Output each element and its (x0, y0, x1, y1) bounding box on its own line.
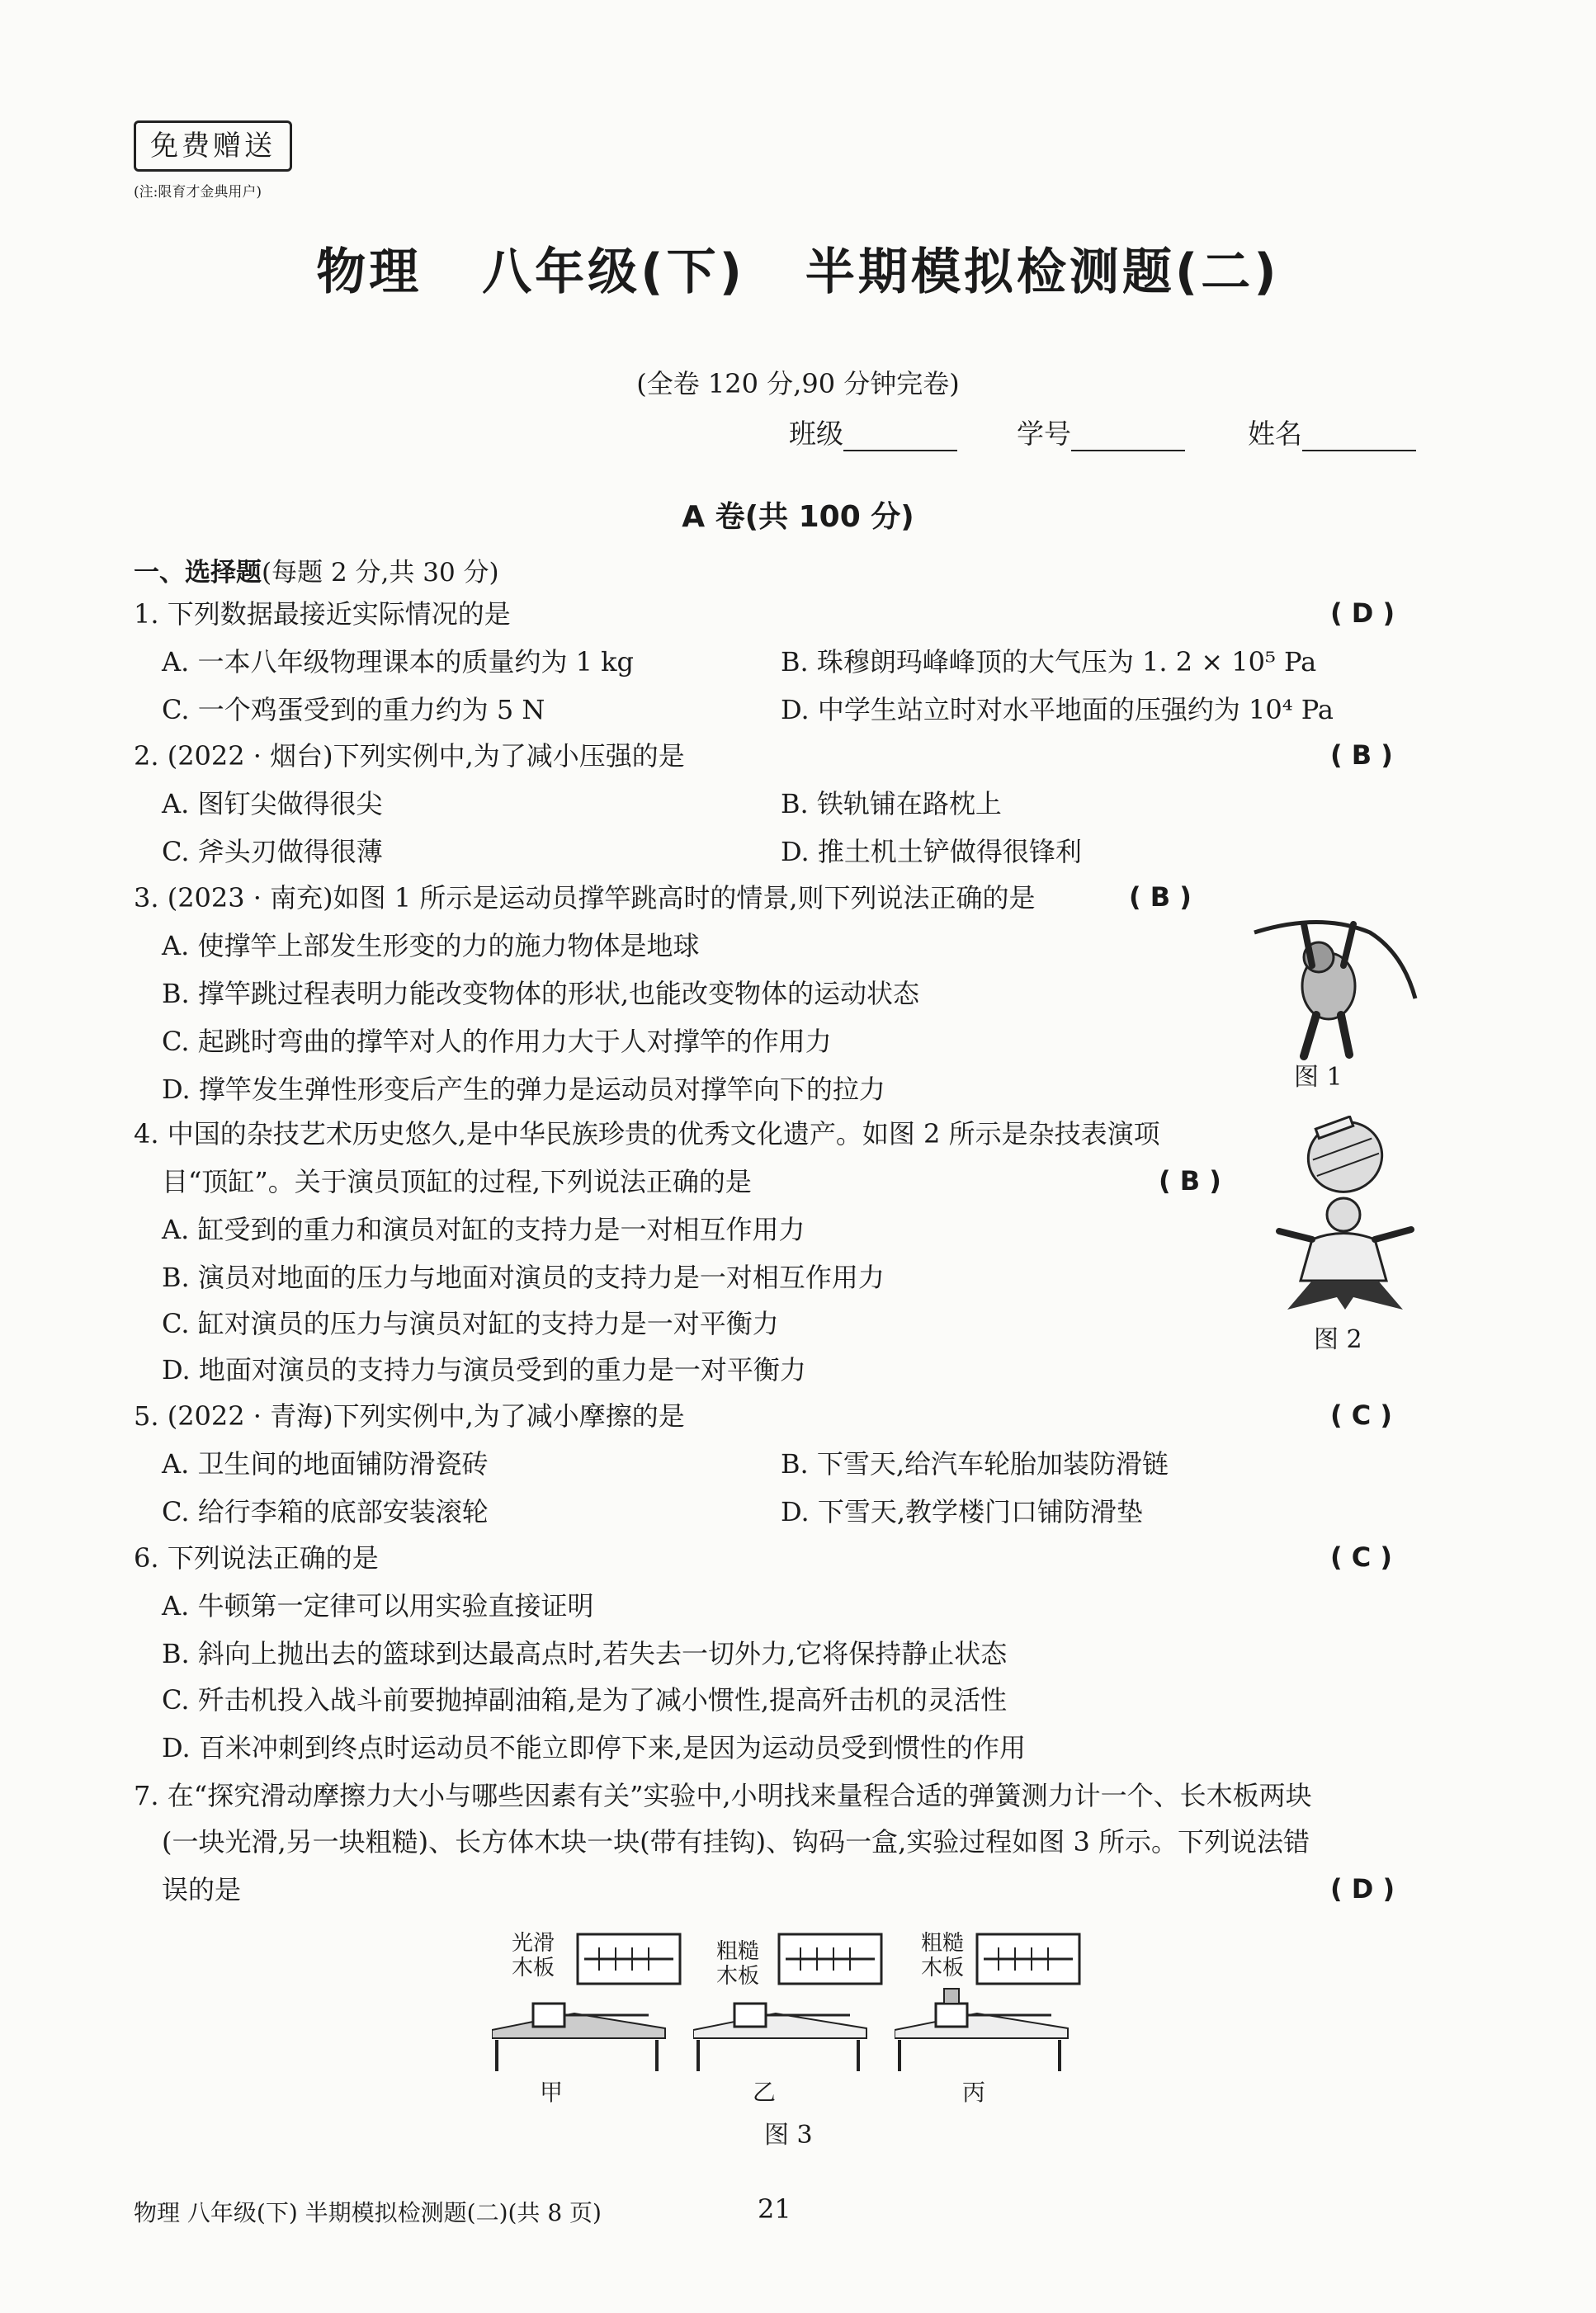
q1-stem: 1. 下列数据最接近实际情况的是 (134, 598, 511, 630)
q3-option-b: B. 撑竿跳过程表明力能改变物体的形状,也能改变物体的运动状态 (162, 978, 920, 1009)
panel-3-label-bottom: 木板 (921, 1956, 965, 1980)
q2-option-c: C. 斧头刃做得很薄 (162, 836, 383, 867)
student-id-label: 学号 (1017, 418, 1071, 450)
title-name: 半期模拟检测题(二) (805, 243, 1280, 301)
title-subject: 物理 (316, 243, 423, 301)
q6-option-c: C. 歼击机投入战斗前要抛掉副油箱,是为了减小惯性,提高歼击机的灵活性 (162, 1684, 1008, 1716)
panel-2-caption: 乙 (753, 2079, 777, 2106)
student-id-blank (1071, 425, 1185, 451)
q5-option-c: C. 给行李箱的底部安装滚轮 (162, 1496, 489, 1527)
name-blank (1302, 425, 1416, 451)
q4-option-b: B. 演员对地面的压力与地面对演员的支持力是一对相互作用力 (162, 1262, 885, 1293)
class-label: 班级 (789, 418, 843, 450)
page-number: 21 (758, 2193, 791, 2225)
q4-option-c: C. 缸对演员的压力与演员对缸的支持力是一对平衡力 (162, 1308, 779, 1339)
q5-stem: 5. (2022 · 青海)下列实例中,为了减小摩擦的是 (134, 1400, 685, 1432)
q4-stem-line1: 4. 中国的杂技艺术历史悠久,是中华民族珍贵的优秀文化遗产。如图 2 所示是杂技表演项 (134, 1118, 1160, 1149)
class-field (789, 413, 957, 451)
name-field (1248, 413, 1416, 451)
stamp-note: (注:限育才金典用户) (134, 184, 262, 201)
q1-option-a: A. 一本八年级物理课本的质量约为 1 kg (162, 646, 635, 677)
panel-1-apparatus (492, 1931, 690, 2071)
q7-answer: ( D ) (1330, 1873, 1395, 1905)
part1-note: (每题 2 分,共 30 分) (262, 558, 499, 588)
panel-2-label-bottom: 木板 (716, 1964, 760, 1989)
q7-stem-line3: 误的是 (162, 1874, 242, 1905)
q4-answer: ( B ) (1159, 1165, 1221, 1197)
figure-3-caption: 图 3 (764, 2121, 813, 2150)
student-id-field (1017, 413, 1185, 451)
q2-option-d: D. 推土机土铲做得很锋利 (781, 836, 1082, 867)
panel-3-apparatus (895, 1931, 1086, 2071)
q6-stem: 6. 下列说法正确的是 (134, 1542, 379, 1574)
q7-stem-line2: (一块光滑,另一块粗糙)、长方体木块一块(带有挂钩)、钩码一盒,实验过程如图 3 所示。下列说法错 (162, 1826, 1310, 1857)
panel-1-label-bottom: 木板 (512, 1956, 555, 1980)
q1-option-b: B. 珠穆朗玛峰峰顶的大气压为 1. 2 × 10⁵ Pa (781, 646, 1317, 677)
q4-option-a: A. 缸受到的重力和演员对缸的支持力是一对相互作用力 (162, 1214, 805, 1245)
q3-stem: 3. (2023 · 南充)如图 1 所示是运动员撑竿跳高时的情景,则下列说法正确的是 (134, 882, 1036, 913)
q6-option-d: D. 百米冲刺到终点时运动员不能立即停下来,是因为运动员受到惯性的作用 (162, 1732, 1027, 1763)
panel-2-label-top: 粗糙 (716, 1939, 760, 1964)
figure-2-caption: 图 2 (1314, 1325, 1362, 1354)
q1-answer: ( D ) (1330, 597, 1395, 629)
free-gift-stamp: 免费赠送 (134, 120, 292, 172)
page-title (0, 233, 1596, 304)
q2-option-a: A. 图钉尖做得很尖 (162, 788, 383, 819)
q5-option-b: B. 下雪天,给汽车轮胎加装防滑链 (781, 1448, 1169, 1480)
part1-heading (134, 551, 499, 588)
exam-subtitle: (全卷 120 分,90 分钟完卷) (636, 368, 960, 399)
q3-answer: ( B ) (1129, 881, 1192, 913)
q2-answer: ( B ) (1330, 739, 1393, 771)
panel-2-apparatus (693, 1931, 891, 2071)
q2-stem: 2. (2022 · 烟台)下列实例中,为了减小压强的是 (134, 740, 685, 772)
q6-option-b: B. 斜向上抛出去的篮球到达最高点时,若失去一切外力,它将保持静止状态 (162, 1638, 1008, 1669)
q1-option-c: C. 一个鸡蛋受到的重力约为 5 N (162, 694, 545, 725)
q5-option-a: A. 卫生间的地面铺防滑瓷砖 (162, 1448, 489, 1480)
panel-3-caption: 丙 (962, 2079, 986, 2106)
q3-option-d: D. 撑竿发生弹性形变后产生的弹力是运动员对撑竿向下的拉力 (162, 1074, 885, 1105)
figure-1-caption: 图 1 (1294, 1063, 1343, 1092)
q6-option-a: A. 牛顿第一定律可以用实验直接证明 (162, 1590, 594, 1621)
name-label: 姓名 (1248, 418, 1302, 450)
q4-stem-line2: 目“顶缸”。关于演员顶缸的过程,下列说法正确的是 (162, 1166, 752, 1197)
panel-3-label-top: 粗糙 (921, 1931, 965, 1956)
panel-1-caption: 甲 (540, 2079, 564, 2106)
q3-option-a: A. 使撑竿上部发生形变的力的施力物体是地球 (162, 930, 700, 961)
q7-stem-line1: 7. 在“探究滑动摩擦力大小与哪些因素有关”实验中,小明找来量程合适的弹簧测力计一个、长木板两块 (134, 1780, 1312, 1811)
page-footer: 物理 八年级(下) 半期模拟检测题(二)(共 8 页) (134, 2199, 602, 2226)
q2-option-b: B. 铁轨铺在路枕上 (781, 788, 1002, 819)
q4-option-d: D. 地面对演员的支持力与演员受到的重力是一对平衡力 (162, 1354, 806, 1385)
friction-experiment-figure (492, 1931, 1086, 2104)
part1-label: 一、选择题 (134, 558, 262, 588)
jar-balancing-figure (1263, 1116, 1428, 1314)
q5-option-d: D. 下雪天,教学楼门口铺防滑垫 (781, 1496, 1144, 1527)
q6-answer: ( C ) (1330, 1541, 1393, 1573)
q1-option-d: D. 中学生站立时对水平地面的压强约为 10⁴ Pa (781, 694, 1334, 725)
panel-1-label-top: 光滑 (512, 1931, 555, 1956)
pole-vault-figure (1246, 908, 1436, 1064)
q3-option-c: C. 起跳时弯曲的撑竿对人的作用力大于人对撑竿的作用力 (162, 1026, 832, 1057)
title-grade: 八年级(下) (482, 243, 745, 301)
section-a-title: A 卷(共 100 分) (682, 500, 914, 534)
class-blank (843, 425, 957, 451)
q5-answer: ( C ) (1330, 1400, 1393, 1431)
